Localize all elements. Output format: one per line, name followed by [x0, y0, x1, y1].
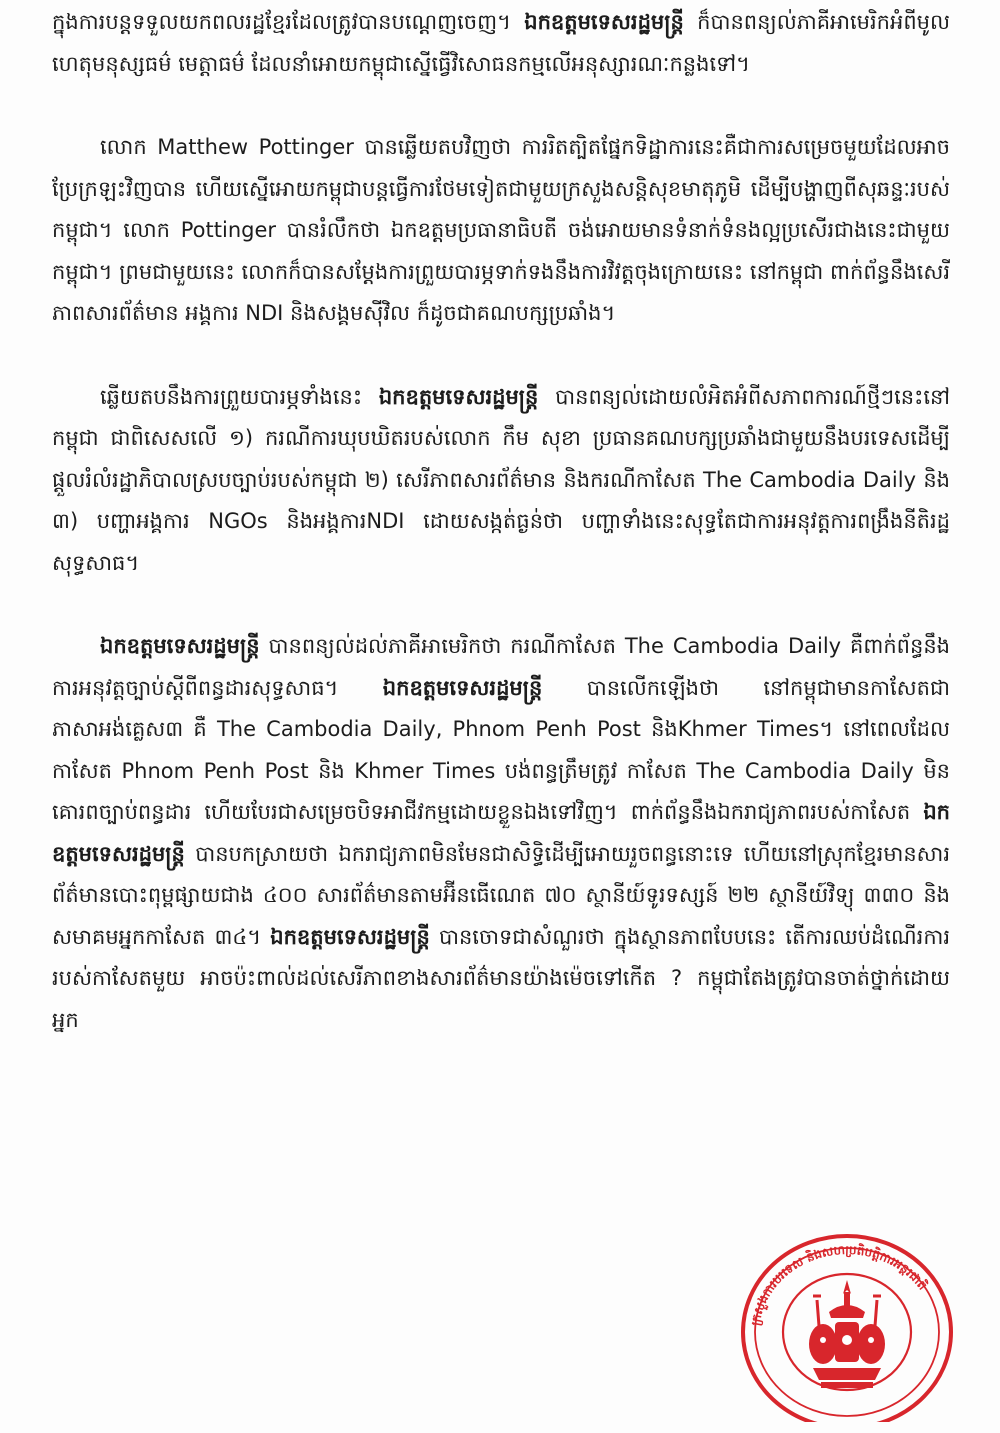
paragraph-2 [52, 127, 950, 335]
text-run: លោក Matthew Pottinger បានឆ្លើយតបវិញថា ការរិតត្បិតផ្នែកទិដ្ឋាការនេះគឺជាការសម្រេចមួយដែលអាចប្រែក្រឡះវិញបាន ហើយស្នើអោយកម្ពុជាបន្តធ្វើការថែមទៀតជាមួយក្រសួងសន្តិសុខមាតុភូមិ ដើម្បីបង្ហាញពីសុឆន្ទៈរបស់កម្ពុជា។ លោក Pottinger បានរំលឹកថា ឯកឧត្តមប្រធានាធិបតី ចង់អោយមានទំនាក់ទំនងល្អប្រសើរជាងនេះជាមួយកម្ពុជា។ ព្រមជាមួយនេះ លោកក៏បានសម្តែងការព្រួយបារម្ភទាក់ទងនឹងការវិវត្តចុងក្រោយនេះ នៅកម្ពុជា ពាក់ព័ន្ធនឹងសេរីភាពសារព័ត៌មាន អង្គការ NDI និងសង្គមស៊ីវិល ក៏ដូចជាគណបក្សប្រឆាំង។ [52, 135, 950, 325]
bold-title-run: ឯកឧត្តមទេសរដ្ឋមន្ត្រី [378, 384, 539, 409]
text-run: ឆ្លើយតបនឹងការព្រួយបារម្ភទាំងនេះ [100, 384, 379, 409]
paragraph-gap [52, 584, 950, 626]
paragraph-4 [52, 626, 950, 1041]
text-run: បានបកស្រាយថា ឯករាជ្យភាពមិនមែនជាសិទ្ធិដើម្បីអោយរួចពន្ធនោះទេ ហើយនៅស្រុកខ្មែរមានសារព័ត៌មានបោះពុម្ពផ្សាយជាង ៤០០ សារព័ត៌មានតាមអ៊ីនធើណេត ៧០ ស្ថានីយ៍ទូរទស្សន៍ ២២ ស្ថានីយ៍វិទ្យុ ៣៣០ និងសមាគមអ្នកកាសែត ៣៤។ [52, 841, 950, 949]
bold-title-run: ឯកឧត្តមទេសរដ្ឋមន្ត្រី [270, 924, 430, 949]
text-run: បានពន្យល់ដល់ភាគីអាមេរិកថា ករណីកាសែត The Cambodia Daily គឺពាក់ព័ន្ធនឹងការអនុវត្តច្បាប់ស្តីពីពន្ធដារសុទ្ធសាធ។ [52, 634, 950, 700]
bold-title-run: ឯកឧត្តមទេសរដ្ឋមន្ត្រី [382, 675, 543, 700]
seal-ring-textpath: ក្រសួងការបរទេស និងសហប្រតិបត្តិការអន្តរជាតិ [748, 1242, 930, 1327]
document-body [52, 2, 950, 1041]
text-run: ក៏បានពន្យល់ភាគីអាមេរិកអំពីមូលហេតុមនុស្សធម៌ មេត្តាធម៌ ដែលនាំអោយកម្ពុជាស្នើធ្វើវិសោធនកម្មលើអនុស្សារណៈកន្លងទៅ។ [52, 10, 950, 76]
text-run: បានចោទជាសំណួរថា ក្នុងស្ថានភាពបែបនេះ តើការឈប់ដំណើរការរបស់កាសែតមួយ អាចប៉ះពាល់ដល់សេរីភាពខាងសារព័ត៌មានយ៉ាងម៉េចទៅកើត ? កម្ពុជាតែងត្រូវបានចាត់ថ្នាក់ដោយអ្នក [52, 924, 950, 1032]
bold-title-run: ឯកឧត្តមទេសរដ្ឋមន្ត្រី [100, 634, 260, 658]
seal-emblem [809, 1280, 885, 1388]
text-run: បានពន្យល់ដោយលំអិតអំពីសភាពការណ៍ថ្មីៗនេះនៅកម្ពុជា ជាពិសេសលើ ១) ករណីការឃុបឃិតរបស់លោក កឹម សុខា ប្រធានគណបក្សប្រឆាំងជាមួយនឹងបរទេសដើម្បីផ្តួលរំលំរដ្ឋាភិបាលស្របច្បាប់របស់កម្ពុជា ២) សេរីភាពសារព័ត៌មាន និងករណីកាសែត The Cambodia Daily និង ៣) បញ្ហាអង្គការ NGOs និងអង្គការNDI ដោយសង្កត់ធ្ងន់ថា បញ្ហាទាំងនេះសុទ្ធតែជាការអនុវត្តការពង្រឹងនីតិរដ្ឋសុទ្ធសាធ។ [52, 384, 950, 575]
bold-title-run: ឯកឧត្តមទេសរដ្ឋមន្ត្រី [524, 10, 684, 34]
official-seal-stamp [737, 1222, 957, 1422]
paragraph-1 [52, 2, 950, 85]
paragraph-gap [52, 335, 950, 377]
paragraph-3 [52, 377, 950, 585]
text-run: ក្នុងការបន្តទទួលយកពលរដ្ឋខ្មែរដែលត្រូវបានបណ្តេញចេញ។ [52, 10, 525, 34]
text-run: បានលើកឡើងថា នៅកម្ពុជាមានកាសែតជាភាសាអង់គ្លេស៣ គឺ The Cambodia Daily, Phnom Penh Post និងKhmer Times។ នៅពេលដែលកាសែត Phnom Penh Post និង Khmer Times បង់ពន្ធត្រឹមត្រូវ កាសែត The Cambodia Daily មិនគោរពច្បាប់ពន្ធដារ ហើយបែរជាសម្រេចបិទអាជីវកម្មដោយខ្លួនឯងទៅវិញ។ ពាក់ព័ន្ធនឹងឯករាជ្យភាពរបស់កាសែត [52, 675, 950, 824]
paragraph-gap [52, 85, 950, 127]
bold-title-run: ឯកឧត្តមទេសរដ្ឋមន្ត្រី [52, 800, 950, 866]
